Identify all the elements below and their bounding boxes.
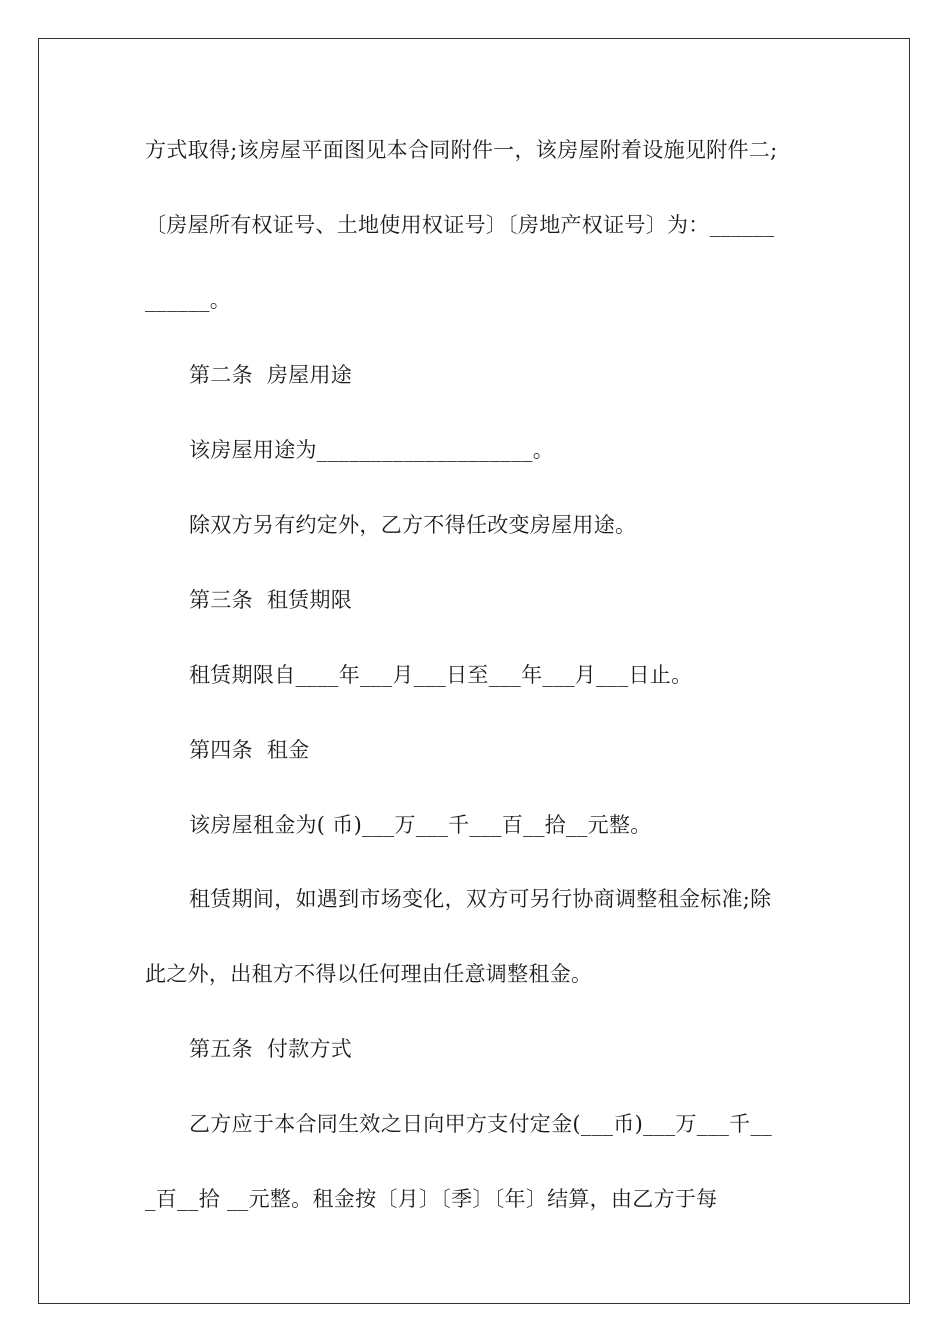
- paragraph-line: ______。: [145, 288, 232, 312]
- section-heading: 第二条 房屋用途: [189, 363, 353, 387]
- paragraph-line: 此之外，出租方不得以任何理由任意调整租金。: [145, 962, 593, 986]
- paragraph-line: 该房屋用途为____________________。: [189, 438, 555, 462]
- section-heading: 第三条 租赁期限: [189, 588, 353, 612]
- paragraph-line: 方式取得;该房屋平面图见本合同附件一，该房屋附着设施见附件二;: [145, 138, 778, 162]
- paragraph-line: 〔房屋所有权证号、土地使用权证号〕〔房地产权证号〕为：______: [145, 213, 775, 237]
- paragraph-line: 除双方另有约定外，乙方不得任改变房屋用途。: [189, 513, 637, 537]
- paragraph-line: 租赁期间，如遇到市场变化，双方可另行协商调整租金标准;除: [189, 887, 772, 911]
- paragraph-line: 租赁期限自____年___月___日至___年___月___日止。: [189, 663, 693, 687]
- paragraph-line: _百__拾 __元整。租金按〔月〕〔季〕〔年〕结算，由乙方于每: [145, 1187, 718, 1211]
- paragraph-line: 乙方应于本合同生效之日向甲方支付定金(___币)___万___千__: [189, 1112, 773, 1136]
- paragraph-line: 该房屋租金为( 币)___万___千___百__拾__元整。: [189, 813, 652, 837]
- section-heading: 第五条 付款方式: [189, 1037, 353, 1061]
- section-heading: 第四条 租金: [189, 738, 310, 762]
